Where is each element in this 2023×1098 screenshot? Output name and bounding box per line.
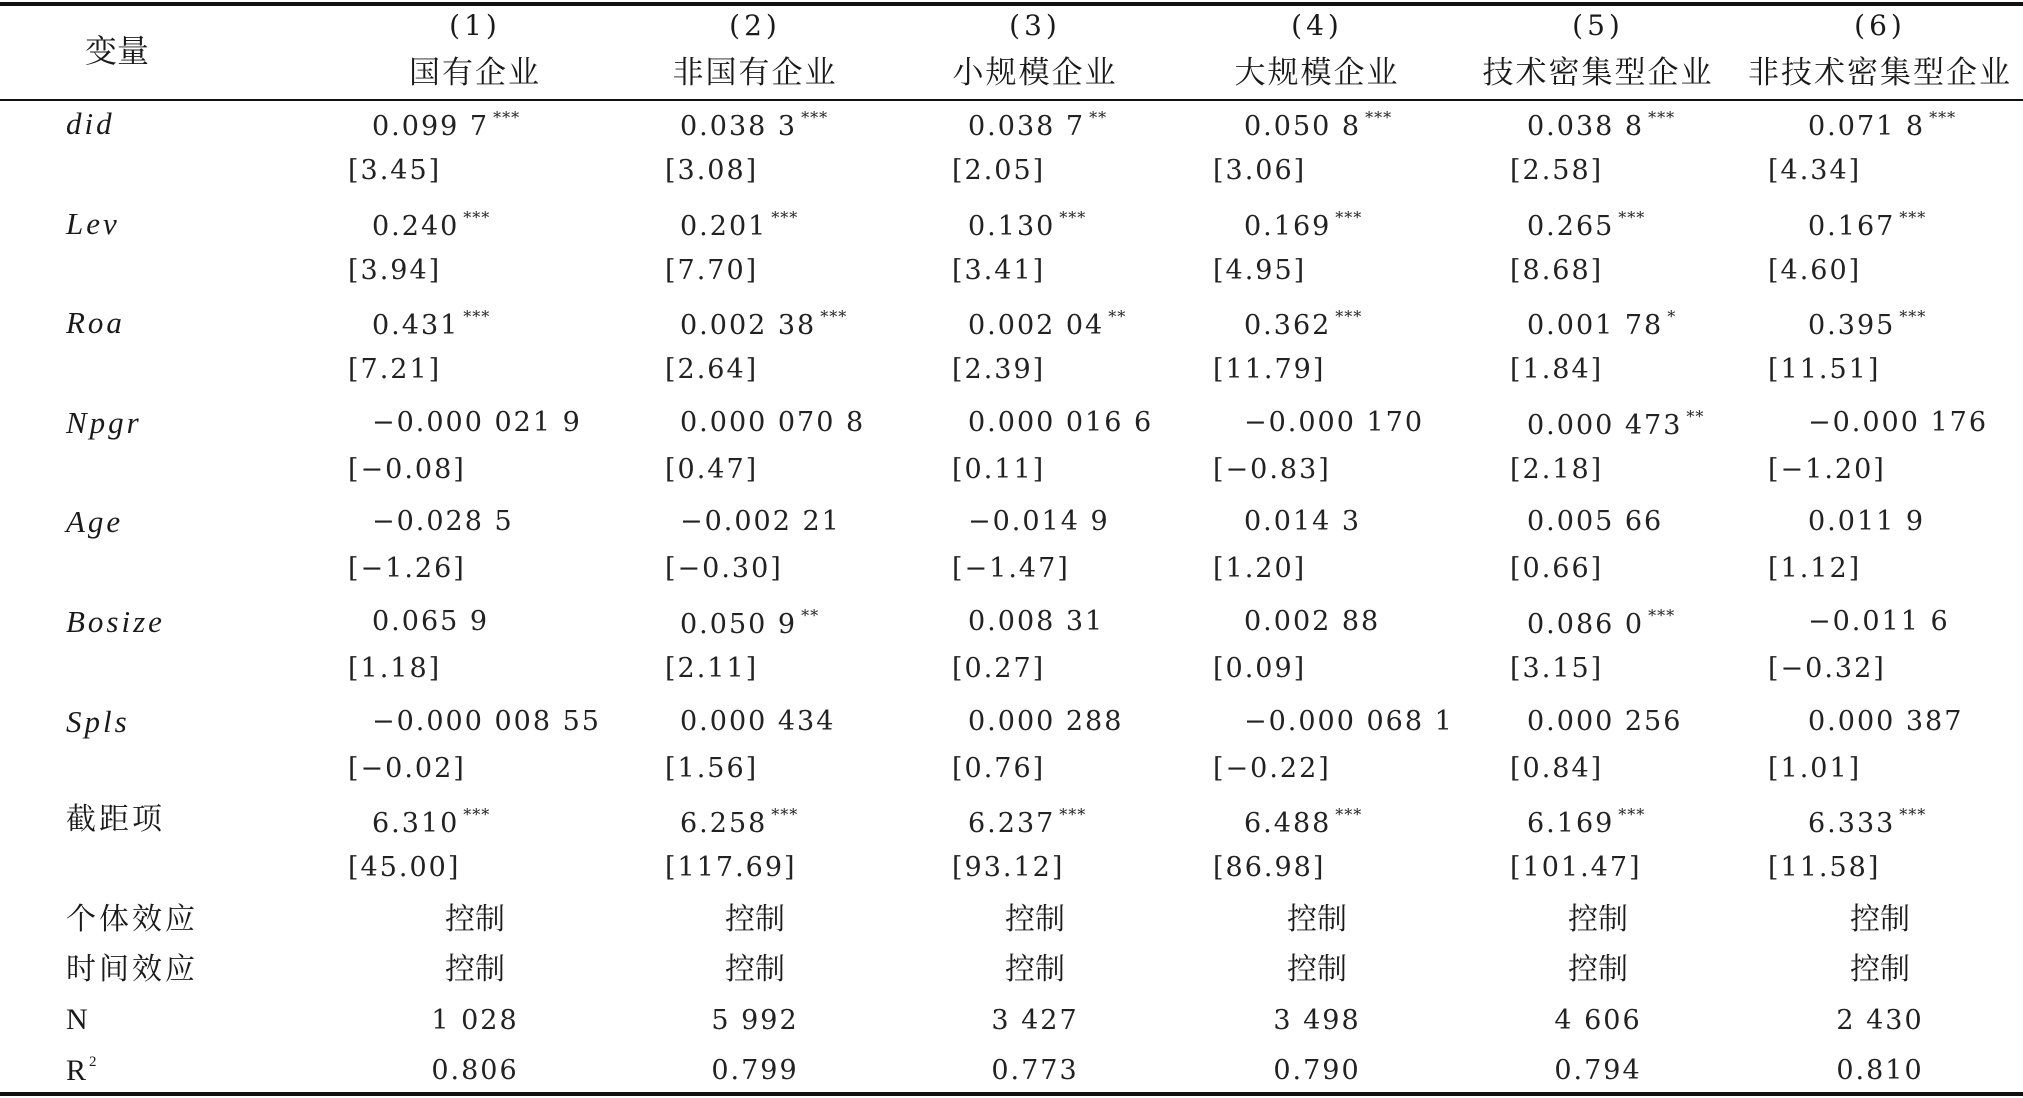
coefficient-cell bbox=[968, 608, 1104, 635]
column-name: 大规模企业 bbox=[1234, 55, 1400, 91]
coefficient-value: 0.002 38 bbox=[680, 310, 817, 342]
column-name: 非国有企业 bbox=[672, 55, 838, 91]
coefficient-cell bbox=[968, 307, 1127, 342]
coefficient-value: 0.002 04 bbox=[968, 310, 1105, 342]
column-number: (2) bbox=[729, 9, 781, 42]
coefficient-value: 0.038 7 bbox=[968, 111, 1086, 142]
coefficient-cell bbox=[968, 207, 1087, 242]
coefficient-value: −0.000 021 9 bbox=[372, 406, 582, 438]
coefficient-cell bbox=[1244, 608, 1380, 635]
coefficient-value: 0.000 473 bbox=[1527, 409, 1683, 441]
control-cell: 控制 bbox=[1850, 901, 1910, 937]
row-label-bosize: Bosize bbox=[66, 604, 165, 639]
significance-stars: *** bbox=[1899, 805, 1927, 825]
control-cell: 控制 bbox=[1850, 951, 1910, 987]
significance-stars: *** bbox=[1365, 108, 1393, 127]
control-cell: 控制 bbox=[1568, 901, 1628, 937]
coefficient-cell bbox=[372, 608, 489, 635]
significance-stars: *** bbox=[1059, 207, 1087, 227]
coefficient-cell bbox=[1527, 805, 1646, 840]
coefficient-cell bbox=[1527, 110, 1675, 140]
coefficient-value: −0.002 21 bbox=[680, 506, 841, 538]
coefficient-cell bbox=[680, 608, 819, 638]
row-label-stat bbox=[66, 1055, 100, 1086]
control-cell: 控制 bbox=[1287, 951, 1347, 987]
coefficient-value: 0.000 288 bbox=[968, 705, 1124, 737]
row-label-control: 时间效应 bbox=[66, 951, 198, 987]
coefficient-cell bbox=[372, 506, 514, 538]
t-statistic: [0.66] bbox=[1510, 553, 1604, 585]
significance-stars: *** bbox=[463, 307, 491, 327]
t-statistic: [3.41] bbox=[952, 254, 1046, 286]
t-statistic: [−1.20] bbox=[1768, 453, 1886, 485]
t-statistic: [−0.83] bbox=[1213, 453, 1331, 485]
coefficient-value: 0.000 434 bbox=[680, 705, 836, 737]
coefficient-cell bbox=[372, 110, 520, 140]
coefficient-cell bbox=[680, 110, 828, 140]
t-statistic: [45.00] bbox=[348, 852, 461, 884]
coefficient-value: 0.086 0 bbox=[1527, 609, 1645, 640]
t-statistic: [2.39] bbox=[952, 354, 1046, 386]
t-statistic: [2.58] bbox=[1510, 155, 1604, 186]
coefficient-value: 0.014 3 bbox=[1244, 506, 1362, 538]
t-statistic: [0.47] bbox=[665, 453, 759, 485]
coefficient-value: 0.240 bbox=[372, 210, 460, 242]
coefficient-cell bbox=[1527, 608, 1675, 638]
coefficient-cell bbox=[1244, 805, 1363, 840]
t-statistic: [1.18] bbox=[348, 653, 442, 684]
coefficient-cell bbox=[1808, 608, 1950, 635]
coefficient-value: −0.011 6 bbox=[1808, 606, 1950, 637]
significance-stars: ** bbox=[1686, 406, 1705, 426]
t-statistic: [0.76] bbox=[952, 752, 1046, 784]
stat-cell: 0.773 bbox=[991, 1054, 1079, 1086]
row-label-npgr: Npgr bbox=[66, 404, 142, 440]
coefficient-cell bbox=[1244, 307, 1363, 342]
t-statistic: [11.58] bbox=[1768, 852, 1881, 884]
significance-stars: *** bbox=[1929, 108, 1957, 127]
control-cell: 控制 bbox=[445, 951, 505, 987]
coefficient-value: 0.001 78 bbox=[1527, 310, 1664, 342]
coefficient-value: 0.050 8 bbox=[1244, 111, 1362, 142]
coefficient-cell bbox=[372, 207, 491, 242]
t-statistic: [−1.47] bbox=[952, 553, 1070, 585]
control-cell: 控制 bbox=[1287, 901, 1347, 937]
t-statistic: [−0.22] bbox=[1213, 752, 1331, 784]
coefficient-cell bbox=[1527, 506, 1664, 538]
coefficient-value: 0.265 bbox=[1527, 210, 1615, 242]
coefficient-value: 0.431 bbox=[372, 310, 460, 342]
coefficient-cell bbox=[1527, 307, 1677, 342]
coefficient-cell bbox=[1244, 705, 1454, 737]
column-name: 非技术密集型企业 bbox=[1748, 55, 2012, 91]
significance-stars: *** bbox=[1899, 307, 1927, 327]
significance-stars: *** bbox=[463, 207, 491, 227]
coefficient-cell bbox=[968, 705, 1124, 737]
coefficient-value: 6.169 bbox=[1527, 808, 1615, 840]
stat-superscript: 2 bbox=[89, 1053, 100, 1070]
significance-stars: *** bbox=[771, 805, 799, 825]
coefficient-cell bbox=[968, 110, 1107, 140]
table-header-rule bbox=[0, 99, 2023, 101]
row-label-age: Age bbox=[66, 504, 124, 540]
row-label-spls: Spls bbox=[66, 703, 130, 739]
coefficient-cell bbox=[1527, 207, 1646, 242]
coefficient-cell bbox=[1244, 207, 1363, 242]
significance-stars: ** bbox=[801, 606, 820, 625]
stat-cell: 0.790 bbox=[1273, 1054, 1361, 1086]
row-label-control: 个体效应 bbox=[66, 901, 198, 937]
coefficient-cell bbox=[680, 705, 836, 737]
coefficient-value: 6.258 bbox=[680, 808, 768, 840]
t-statistic: [0.11] bbox=[952, 453, 1046, 485]
coefficient-cell bbox=[1808, 805, 1927, 840]
t-statistic: [101.47] bbox=[1510, 852, 1642, 884]
t-statistic: [3.45] bbox=[348, 155, 442, 186]
column-number: (1) bbox=[449, 9, 501, 42]
coefficient-value: 6.237 bbox=[968, 808, 1056, 840]
significance-stars: *** bbox=[1648, 606, 1676, 625]
coefficient-value: 0.050 9 bbox=[680, 609, 798, 640]
coefficient-value: 0.011 9 bbox=[1808, 506, 1926, 538]
coefficient-value: 0.065 9 bbox=[372, 606, 490, 637]
column-name: 国有企业 bbox=[409, 55, 541, 91]
column-name: 技术密集型企业 bbox=[1482, 55, 1714, 91]
t-statistic: [2.18] bbox=[1510, 453, 1604, 485]
coefficient-cell bbox=[1808, 110, 1956, 140]
coefficient-cell bbox=[372, 705, 601, 737]
coefficient-cell bbox=[968, 506, 1110, 538]
coefficient-value: −0.000 176 bbox=[1808, 406, 1989, 438]
coefficient-cell bbox=[1808, 307, 1927, 342]
t-statistic: [−0.32] bbox=[1768, 653, 1886, 684]
row-label-roa: Roa bbox=[66, 305, 125, 341]
coefficient-cell bbox=[680, 506, 841, 538]
coefficient-cell bbox=[1527, 406, 1705, 441]
coefficient-cell bbox=[680, 805, 799, 840]
coefficient-value: 0.005 66 bbox=[1527, 506, 1664, 538]
significance-stars: *** bbox=[1618, 805, 1646, 825]
coefficient-cell bbox=[1808, 406, 1989, 438]
t-statistic: [0.84] bbox=[1510, 752, 1604, 784]
t-statistic: [1.20] bbox=[1213, 553, 1307, 585]
coefficient-value: 0.008 31 bbox=[968, 606, 1105, 637]
significance-stars: *** bbox=[1618, 207, 1646, 227]
coefficient-value: 0.000 387 bbox=[1808, 705, 1964, 737]
coefficient-cell bbox=[680, 406, 866, 438]
coefficient-value: 0.167 bbox=[1808, 210, 1896, 242]
significance-stars: *** bbox=[1059, 805, 1087, 825]
row-label-intercept: 截距项 bbox=[66, 802, 165, 838]
t-statistic: [1.01] bbox=[1768, 752, 1862, 784]
t-statistic: [2.64] bbox=[665, 354, 759, 386]
coefficient-cell bbox=[968, 406, 1154, 438]
stat-cell: 4 606 bbox=[1554, 1004, 1642, 1036]
coefficient-value: 0.002 88 bbox=[1244, 606, 1381, 637]
coefficient-value: 0.362 bbox=[1244, 310, 1332, 342]
control-cell: 控制 bbox=[1005, 951, 1065, 987]
coefficient-cell bbox=[1244, 506, 1362, 538]
coefficient-value: 0.000 070 8 bbox=[680, 406, 866, 438]
significance-stars: *** bbox=[493, 108, 521, 127]
t-statistic: [−0.08] bbox=[348, 453, 466, 485]
coefficient-value: −0.000 170 bbox=[1244, 406, 1425, 438]
stat-cell: 3 498 bbox=[1273, 1004, 1361, 1036]
coefficient-value: −0.000 068 1 bbox=[1244, 705, 1454, 737]
significance-stars: *** bbox=[1899, 207, 1927, 227]
stat-cell: 2 430 bbox=[1836, 1004, 1924, 1036]
coefficient-cell bbox=[372, 307, 491, 342]
coefficient-value: 6.488 bbox=[1244, 808, 1332, 840]
column-number: (3) bbox=[1009, 9, 1061, 42]
t-statistic: [7.70] bbox=[665, 254, 759, 286]
t-statistic: [1.12] bbox=[1768, 553, 1862, 585]
t-statistic: [0.27] bbox=[952, 653, 1046, 684]
significance-stars: *** bbox=[771, 207, 799, 227]
coefficient-value: 0.201 bbox=[680, 210, 768, 242]
coefficient-cell bbox=[1808, 506, 1926, 538]
column-number: (4) bbox=[1291, 9, 1343, 42]
t-statistic: [8.68] bbox=[1510, 254, 1604, 286]
coefficient-value: −0.000 008 55 bbox=[372, 705, 601, 737]
column-name: 小规模企业 bbox=[952, 55, 1118, 91]
significance-stars: *** bbox=[801, 108, 829, 127]
variable-header: 变量 bbox=[85, 32, 150, 70]
table-bottom-rule bbox=[0, 1092, 2023, 1096]
column-number: (6) bbox=[1854, 9, 1906, 42]
t-statistic: [3.06] bbox=[1213, 155, 1307, 186]
coefficient-value: 0.000 256 bbox=[1527, 705, 1683, 737]
coefficient-value: 0.071 8 bbox=[1808, 111, 1926, 142]
coefficient-value: 6.333 bbox=[1808, 808, 1896, 840]
column-number: (5) bbox=[1572, 9, 1624, 42]
t-statistic: [117.69] bbox=[665, 852, 797, 884]
significance-stars: *** bbox=[1335, 207, 1363, 227]
table-top-rule bbox=[0, 2, 2023, 6]
coefficient-value: 0.395 bbox=[1808, 310, 1896, 342]
coefficient-cell bbox=[680, 207, 799, 242]
stat-cell: 3 427 bbox=[991, 1004, 1079, 1036]
stat-cell: 0.799 bbox=[711, 1054, 799, 1086]
significance-stars: * bbox=[1667, 307, 1677, 327]
control-cell: 控制 bbox=[725, 951, 785, 987]
t-statistic: [4.95] bbox=[1213, 254, 1307, 286]
coefficient-cell bbox=[1808, 705, 1964, 737]
t-statistic: [−0.02] bbox=[348, 752, 466, 784]
t-statistic: [2.05] bbox=[952, 155, 1046, 186]
coefficient-cell bbox=[372, 805, 491, 840]
t-statistic: [7.21] bbox=[348, 354, 442, 386]
coefficient-cell bbox=[680, 307, 848, 342]
control-cell: 控制 bbox=[725, 901, 785, 937]
t-statistic: [0.09] bbox=[1213, 653, 1307, 684]
stat-cell: 0.794 bbox=[1554, 1054, 1642, 1086]
coefficient-value: 0.099 7 bbox=[372, 111, 490, 142]
t-statistic: [3.94] bbox=[348, 254, 442, 286]
significance-stars: *** bbox=[1335, 307, 1363, 327]
t-statistic: [3.08] bbox=[665, 155, 759, 186]
significance-stars: ** bbox=[1089, 108, 1108, 127]
coefficient-value: 0.038 3 bbox=[680, 111, 798, 142]
coefficient-value: 0.000 016 6 bbox=[968, 406, 1154, 438]
significance-stars: *** bbox=[1335, 805, 1363, 825]
control-cell: 控制 bbox=[1005, 901, 1065, 937]
t-statistic: [4.34] bbox=[1768, 155, 1862, 186]
coefficient-value: −0.014 9 bbox=[968, 506, 1110, 538]
coefficient-cell bbox=[1244, 110, 1392, 140]
stat-cell: 0.810 bbox=[1836, 1054, 1924, 1086]
row-label-lev: Lev bbox=[66, 205, 120, 241]
coefficient-cell bbox=[372, 406, 582, 438]
control-cell: 控制 bbox=[1568, 951, 1628, 987]
stat-name: R bbox=[66, 1053, 90, 1087]
coefficient-cell bbox=[1808, 207, 1927, 242]
t-statistic: [11.51] bbox=[1768, 354, 1881, 386]
significance-stars: *** bbox=[463, 805, 491, 825]
stat-name: N bbox=[66, 1002, 91, 1036]
coefficient-cell bbox=[968, 805, 1087, 840]
t-statistic: [−0.30] bbox=[665, 553, 783, 585]
coefficient-cell bbox=[1244, 406, 1425, 438]
t-statistic: [11.79] bbox=[1213, 354, 1326, 386]
t-statistic: [86.98] bbox=[1213, 852, 1326, 884]
t-statistic: [3.15] bbox=[1510, 653, 1604, 684]
t-statistic: [4.60] bbox=[1768, 254, 1862, 286]
coefficient-value: 0.130 bbox=[968, 210, 1056, 242]
coefficient-value: −0.028 5 bbox=[372, 506, 514, 538]
stat-cell: 5 992 bbox=[711, 1004, 799, 1036]
t-statistic: [−1.26] bbox=[348, 553, 466, 585]
significance-stars: *** bbox=[820, 307, 848, 327]
row-label-stat bbox=[66, 1002, 91, 1036]
t-statistic: [1.84] bbox=[1510, 354, 1604, 386]
coefficient-value: 6.310 bbox=[372, 808, 460, 840]
stat-cell: 1 028 bbox=[431, 1004, 519, 1036]
significance-stars: ** bbox=[1108, 307, 1127, 327]
control-cell: 控制 bbox=[445, 901, 505, 937]
coefficient-value: 0.169 bbox=[1244, 210, 1332, 242]
coefficient-cell bbox=[1527, 705, 1683, 737]
t-statistic: [2.11] bbox=[665, 653, 759, 684]
row-label-did: did bbox=[66, 106, 115, 141]
t-statistic: [93.12] bbox=[952, 852, 1065, 884]
coefficient-value: 0.038 8 bbox=[1527, 111, 1645, 142]
significance-stars: *** bbox=[1648, 108, 1676, 127]
stat-cell: 0.806 bbox=[431, 1054, 519, 1086]
t-statistic: [1.56] bbox=[665, 752, 759, 784]
